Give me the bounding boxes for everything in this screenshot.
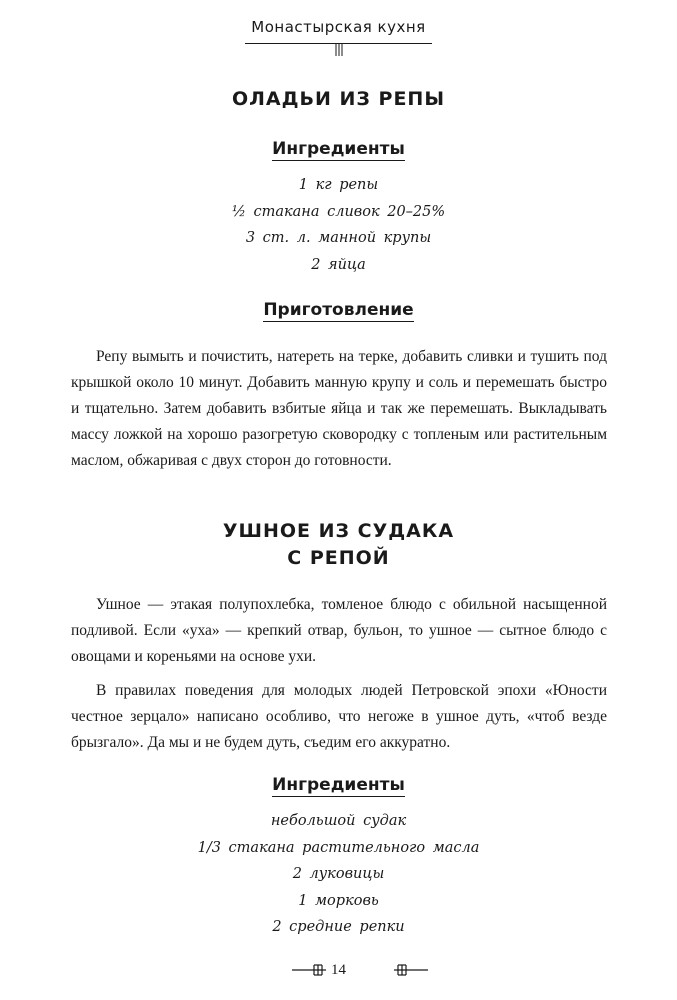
recipe1-method-heading: Приготовление: [263, 300, 414, 320]
header-ornament-icon: [332, 43, 346, 57]
list-item: 1/3 стакана растительного масла: [197, 839, 480, 856]
recipe2-intro-paragraph: В правилах поведения для молодых людей Петровской эпохи «Юности честное зерцало» написано особливо, что негоже в ушное дуть, «чтоб везде брызгало». Да мы и не будем дуть, съедим его аккуратно.: [71, 682, 607, 751]
list-item: 2 луковицы: [292, 866, 385, 882]
list-item: ½ стакана сливок 20–25%: [231, 203, 446, 220]
list-item: небольшой судак: [270, 813, 407, 829]
footer-ornament-right-icon: [394, 964, 428, 976]
recipe2-ingredients-list: [0, 808, 677, 941]
recipe1-ingredients-list: [0, 172, 677, 278]
recipe1-method-text: Репу вымыть и почистить, натереть на терке, добавить сливки и тушить под крышкой около 10 минут. Добавить манную крупу и соль и перемешать быстро и тщательно. Затем добавить взбитые яйца и так же перемешать. Выкладывать массу ложкой на хорошо разогретую сковородку с топленым или растительным маслом, обжаривая с двух сторон до готовности.: [71, 348, 607, 469]
running-title: Монастырская кухня: [245, 18, 431, 44]
list-item: 3 ст. л. манной крупы: [245, 230, 432, 246]
recipe2-title-line1: УШНОЕ ИЗ СУДАКА: [222, 520, 455, 542]
list-item: 2 средние репки: [272, 919, 405, 935]
page-footer: [0, 960, 677, 980]
list-item: 1 морковь: [298, 892, 379, 909]
running-header: [0, 18, 677, 44]
list-item: 2 яйца: [311, 256, 366, 273]
page-number: 14: [331, 962, 346, 978]
list-item: 1 кг репы: [298, 177, 379, 193]
recipe2-intro-paragraph: Ушное — этакая полупохлебка, томленое блюдо с обильной насыщенной подливой. Если «уха» — крепкий отвар, бульон, то ушное — сытное блюдо с овощами и кореньями на основе ухи.: [71, 596, 607, 665]
recipe1-ingredients-heading: Ингредиенты: [272, 139, 405, 159]
recipe2-title-line2: С РЕПОЙ: [287, 547, 390, 569]
recipe2-ingredients-heading: Ингредиенты: [272, 775, 405, 795]
recipe1-title: ОЛАДЬИ ИЗ РЕПЫ: [231, 88, 446, 110]
